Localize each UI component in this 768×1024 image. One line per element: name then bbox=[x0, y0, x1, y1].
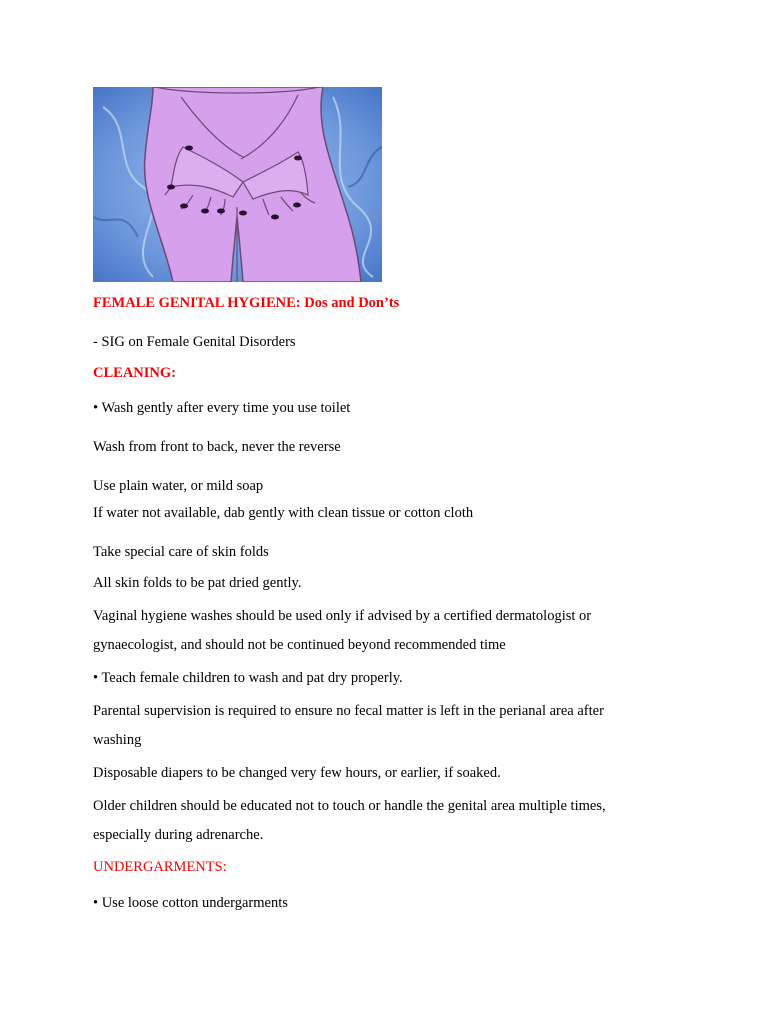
list-item: Older children should be educated not to touch or handle the genital area multiple times, especially during adrenarche. bbox=[93, 798, 606, 843]
hygiene-illustration bbox=[93, 87, 382, 282]
list-item: Parental supervision is required to ensure no fecal matter is left in the perianal area after washing bbox=[93, 703, 604, 748]
list-item: Use plain water, or mild soap bbox=[93, 478, 264, 494]
list-item: If water not available, dab gently with clean tissue or cotton cloth bbox=[93, 505, 474, 521]
list-item: All skin folds to be pat dried gently. bbox=[93, 575, 302, 591]
document-subtitle: - SIG on Female Genital Disorders bbox=[93, 334, 296, 350]
section-heading-undergarments: UNDERGARMENTS: bbox=[93, 859, 227, 875]
document-title: FEMALE GENITAL HYGIENE: Dos and Don’ts bbox=[93, 295, 400, 311]
list-item: Wash from front to back, never the reverse bbox=[93, 439, 341, 455]
hands-illustration-icon bbox=[93, 87, 382, 282]
section-heading-cleaning: CLEANING: bbox=[93, 365, 176, 381]
list-item: • Teach female children to wash and pat dry properly. bbox=[93, 670, 403, 686]
list-item: • Wash gently after every time you use toilet bbox=[93, 400, 351, 416]
list-item: Disposable diapers to be changed very few hours, or earlier, if soaked. bbox=[93, 765, 501, 781]
list-item: Take special care of skin folds bbox=[93, 544, 269, 560]
list-item: • Use loose cotton undergarments bbox=[93, 895, 288, 911]
list-item: Vaginal hygiene washes should be used only if advised by a certified dermatologist or gynaecologist, and should not be continued beyond recommended time bbox=[93, 608, 592, 653]
